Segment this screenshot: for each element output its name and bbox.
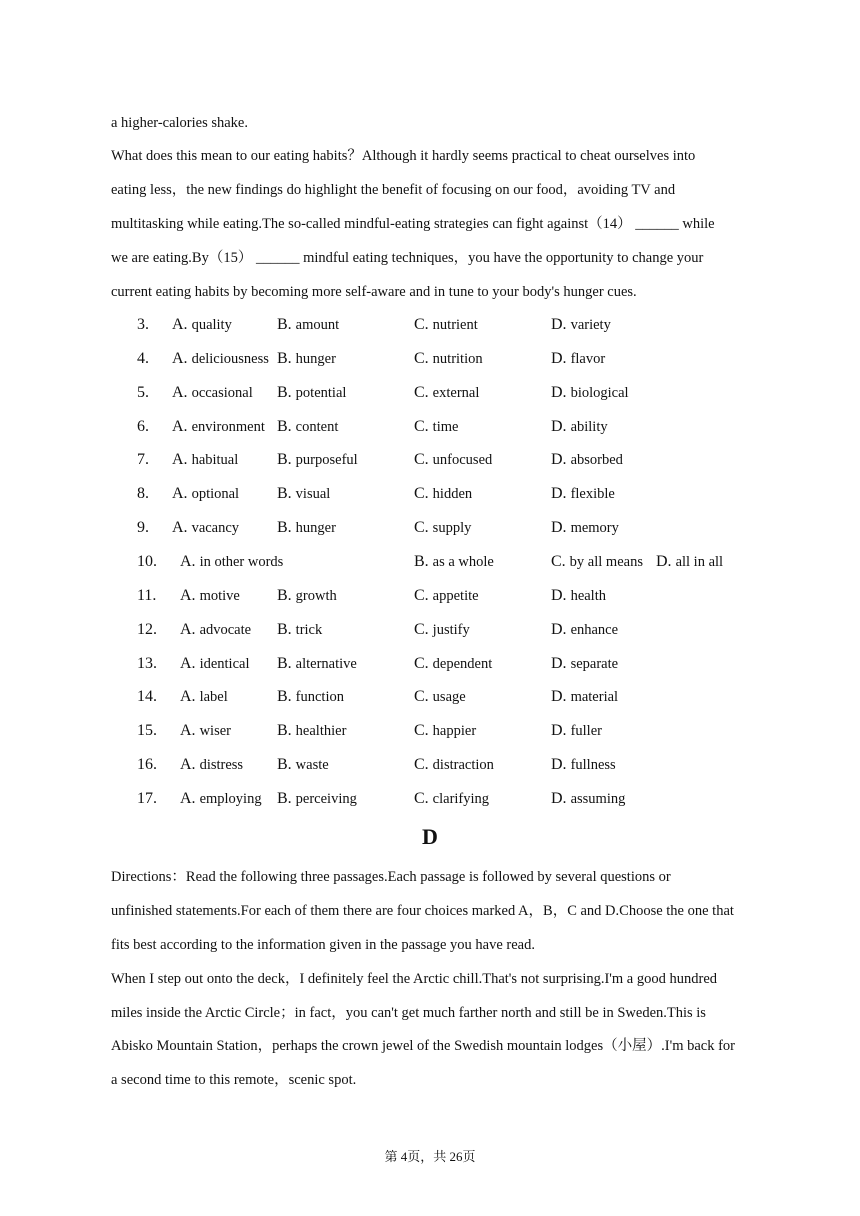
answer-option[interactable] bbox=[414, 723, 476, 739]
question-number: 5. bbox=[137, 384, 149, 401]
option-letter: C. bbox=[551, 553, 566, 570]
question-number: 11. bbox=[137, 587, 157, 604]
option-letter: C. bbox=[414, 621, 429, 638]
question-row bbox=[0, 385, 860, 405]
option-letter: D. bbox=[656, 553, 672, 570]
option-letter: B. bbox=[277, 587, 292, 604]
option-letter: D. bbox=[551, 316, 567, 333]
answer-option[interactable] bbox=[172, 520, 239, 536]
answer-option[interactable] bbox=[180, 723, 231, 739]
option-text: fullness bbox=[570, 757, 616, 773]
option-text: content bbox=[295, 419, 339, 435]
question-row bbox=[0, 622, 860, 642]
question-row bbox=[0, 723, 860, 743]
answer-option[interactable] bbox=[656, 554, 723, 570]
option-text: in other words bbox=[199, 554, 284, 570]
option-text: employing bbox=[199, 791, 262, 807]
answer-option[interactable] bbox=[551, 351, 605, 367]
question-row bbox=[0, 317, 860, 337]
option-text: healthier bbox=[295, 723, 347, 739]
passage-line: eating less，the new findings do highlight the benefit of focusing on our food，avoiding TV and bbox=[111, 182, 676, 198]
question-number: 6. bbox=[137, 418, 149, 435]
answer-option[interactable] bbox=[180, 791, 262, 807]
option-text: ability bbox=[570, 419, 608, 435]
option-text: hunger bbox=[295, 520, 336, 536]
question-number: 17. bbox=[137, 790, 157, 807]
option-text: environment bbox=[191, 419, 265, 435]
option-letter: D. bbox=[551, 688, 567, 705]
question-row bbox=[0, 656, 860, 676]
option-letter: A. bbox=[180, 621, 196, 638]
passage-line: When I step out onto the deck，I definitely feel the Arctic chill.That's not surprising.I'm a good hundred bbox=[111, 971, 718, 987]
passage-line: Abisko Mountain Station，perhaps the crown jewel of the Swedish mountain lodges（小屋）.I'm back for bbox=[111, 1038, 735, 1054]
answer-option[interactable] bbox=[172, 351, 269, 367]
question-number: 14. bbox=[137, 688, 157, 705]
option-text: external bbox=[432, 385, 480, 401]
option-letter: C. bbox=[414, 688, 429, 705]
answer-option[interactable] bbox=[172, 385, 253, 401]
answer-option[interactable] bbox=[551, 723, 602, 739]
option-letter: A. bbox=[172, 384, 188, 401]
answer-option[interactable] bbox=[414, 554, 494, 570]
option-text: identical bbox=[199, 656, 250, 672]
option-letter: D. bbox=[551, 485, 567, 502]
question-number: 8. bbox=[137, 485, 149, 502]
answer-option[interactable] bbox=[414, 791, 489, 807]
option-letter: A. bbox=[180, 553, 196, 570]
question-row bbox=[0, 351, 860, 371]
option-letter: D. bbox=[551, 722, 567, 739]
passage-line: What does this mean to our eating habits？Although it hardly seems practical to cheat ourselves into bbox=[111, 148, 696, 164]
option-letter: D. bbox=[551, 519, 567, 536]
option-text: habitual bbox=[191, 452, 239, 468]
option-letter: D. bbox=[551, 451, 567, 468]
option-text: motive bbox=[199, 588, 240, 604]
option-text: unfocused bbox=[432, 452, 493, 468]
answer-option[interactable] bbox=[551, 419, 608, 435]
option-text: biological bbox=[570, 385, 629, 401]
option-letter: B. bbox=[277, 655, 292, 672]
option-letter: D. bbox=[551, 587, 567, 604]
question-row bbox=[0, 554, 860, 574]
option-text: function bbox=[295, 689, 344, 705]
answer-option[interactable] bbox=[172, 452, 238, 468]
answer-option[interactable] bbox=[551, 656, 618, 672]
question-number: 12. bbox=[137, 621, 157, 638]
option-text: absorbed bbox=[570, 452, 623, 468]
option-text: trick bbox=[295, 622, 323, 638]
option-text: health bbox=[570, 588, 606, 604]
question-row bbox=[0, 588, 860, 608]
answer-option[interactable] bbox=[414, 317, 478, 333]
option-text: all in all bbox=[675, 554, 724, 570]
option-text: enhance bbox=[570, 622, 619, 638]
option-letter: B. bbox=[277, 316, 292, 333]
option-text: fuller bbox=[570, 723, 602, 739]
option-text: supply bbox=[432, 520, 472, 536]
passage-line: miles inside the Arctic Circle；in fact，you can't get much farther north and still be in Sweden.This is bbox=[111, 1005, 706, 1021]
option-letter: C. bbox=[414, 722, 429, 739]
passage-line: fits best according to the information given in the passage you have read. bbox=[111, 937, 535, 953]
option-text: distress bbox=[199, 757, 244, 773]
answer-option[interactable] bbox=[277, 520, 336, 536]
option-letter: C. bbox=[414, 519, 429, 536]
passage-line: unfinished statements.For each of them there are four choices marked A，B，C and D.Choose the one that bbox=[111, 903, 734, 919]
option-text: quality bbox=[191, 317, 232, 333]
option-letter: D. bbox=[551, 384, 567, 401]
question-row bbox=[0, 486, 860, 506]
option-letter: D. bbox=[551, 790, 567, 807]
option-letter: A. bbox=[172, 485, 188, 502]
option-letter: C. bbox=[414, 316, 429, 333]
answer-option[interactable] bbox=[414, 757, 494, 773]
answer-option[interactable] bbox=[551, 385, 629, 401]
answer-option[interactable] bbox=[172, 419, 265, 435]
question-number: 10. bbox=[137, 553, 157, 570]
answer-option[interactable] bbox=[414, 385, 479, 401]
option-letter: C. bbox=[414, 350, 429, 367]
option-text: clarifying bbox=[432, 791, 490, 807]
option-letter: B. bbox=[277, 451, 292, 468]
answer-option[interactable] bbox=[277, 588, 337, 604]
option-text: nutrient bbox=[432, 317, 478, 333]
option-text: as a whole bbox=[432, 554, 494, 570]
answer-option[interactable] bbox=[277, 622, 322, 638]
option-text: alternative bbox=[295, 656, 357, 672]
question-row bbox=[0, 452, 860, 472]
answer-option[interactable] bbox=[277, 486, 330, 502]
option-text: memory bbox=[570, 520, 619, 536]
option-letter: D. bbox=[551, 756, 567, 773]
answer-option[interactable] bbox=[414, 689, 466, 705]
option-text: potential bbox=[295, 385, 347, 401]
option-letter: C. bbox=[414, 418, 429, 435]
option-letter: B. bbox=[277, 621, 292, 638]
option-text: hidden bbox=[432, 486, 473, 502]
answer-option[interactable] bbox=[277, 689, 344, 705]
option-letter: D. bbox=[551, 418, 567, 435]
answer-option[interactable] bbox=[277, 723, 346, 739]
passage-line: a higher-calories shake. bbox=[111, 115, 248, 131]
question-number: 3. bbox=[137, 316, 149, 333]
answer-option[interactable] bbox=[277, 791, 357, 807]
answer-option[interactable] bbox=[551, 317, 611, 333]
answer-option[interactable] bbox=[551, 452, 623, 468]
option-text: time bbox=[432, 419, 459, 435]
option-text: occasional bbox=[191, 385, 253, 401]
question-number: 16. bbox=[137, 756, 157, 773]
answer-option[interactable] bbox=[277, 317, 339, 333]
answer-option[interactable] bbox=[172, 317, 232, 333]
answer-option[interactable] bbox=[277, 419, 338, 435]
answer-option[interactable] bbox=[180, 622, 251, 638]
page-footer: 第 4页，共 26页 bbox=[384, 1149, 476, 1164]
passage-line: we are eating.By（15） ______ mindful eating techniques，you have the opportunity to change your bbox=[111, 250, 704, 266]
option-letter: B. bbox=[277, 756, 292, 773]
option-letter: A. bbox=[180, 756, 196, 773]
option-letter: B. bbox=[277, 418, 292, 435]
question-row bbox=[0, 520, 860, 540]
option-text: perceiving bbox=[295, 791, 357, 807]
option-letter: B. bbox=[277, 722, 292, 739]
answer-option[interactable] bbox=[277, 351, 336, 367]
question-row bbox=[0, 419, 860, 439]
question-number: 13. bbox=[137, 655, 157, 672]
answer-option[interactable] bbox=[551, 588, 606, 604]
option-text: vacancy bbox=[191, 520, 240, 536]
option-letter: A. bbox=[172, 418, 188, 435]
option-letter: A. bbox=[180, 655, 196, 672]
option-letter: C. bbox=[414, 587, 429, 604]
answer-option[interactable] bbox=[277, 452, 358, 468]
passage-line: Directions：Read the following three passages.Each passage is followed by several questions or bbox=[111, 869, 671, 885]
answer-option[interactable] bbox=[414, 486, 472, 502]
answer-option[interactable] bbox=[414, 520, 471, 536]
option-text: assuming bbox=[570, 791, 626, 807]
answer-option[interactable] bbox=[277, 757, 329, 773]
option-letter: B. bbox=[414, 553, 429, 570]
option-letter: A. bbox=[180, 722, 196, 739]
option-letter: B. bbox=[277, 519, 292, 536]
option-letter: A. bbox=[172, 519, 188, 536]
option-text: material bbox=[570, 689, 619, 705]
question-number: 7. bbox=[137, 451, 149, 468]
option-text: happier bbox=[432, 723, 477, 739]
option-text: advocate bbox=[199, 622, 252, 638]
answer-option[interactable] bbox=[551, 622, 618, 638]
option-text: dependent bbox=[432, 656, 493, 672]
answer-option[interactable] bbox=[414, 622, 470, 638]
option-text: visual bbox=[295, 486, 331, 502]
option-letter: D. bbox=[551, 621, 567, 638]
option-text: growth bbox=[295, 588, 337, 604]
option-letter: C. bbox=[414, 485, 429, 502]
answer-option[interactable] bbox=[414, 351, 483, 367]
option-text: optional bbox=[191, 486, 240, 502]
answer-option[interactable] bbox=[551, 486, 615, 502]
option-letter: D. bbox=[551, 350, 567, 367]
answer-option[interactable] bbox=[551, 520, 619, 536]
answer-option[interactable] bbox=[414, 656, 492, 672]
option-text: appetite bbox=[432, 588, 479, 604]
option-text: justify bbox=[432, 622, 470, 638]
option-text: variety bbox=[570, 317, 611, 333]
answer-option[interactable] bbox=[180, 656, 249, 672]
option-letter: A. bbox=[180, 790, 196, 807]
option-letter: A. bbox=[172, 350, 188, 367]
option-text: label bbox=[199, 689, 228, 705]
option-letter: C. bbox=[414, 756, 429, 773]
option-text: amount bbox=[295, 317, 340, 333]
option-letter: D. bbox=[551, 655, 567, 672]
option-letter: C. bbox=[414, 790, 429, 807]
option-letter: B. bbox=[277, 485, 292, 502]
option-letter: A. bbox=[172, 451, 188, 468]
option-text: separate bbox=[570, 656, 619, 672]
answer-option[interactable] bbox=[172, 486, 239, 502]
answer-option[interactable] bbox=[277, 656, 357, 672]
answer-option[interactable] bbox=[180, 554, 283, 570]
option-letter: A. bbox=[180, 587, 196, 604]
passage-line: current eating habits by becoming more self-aware and in tune to your body's hunger cues. bbox=[111, 284, 637, 300]
option-letter: A. bbox=[172, 316, 188, 333]
question-row bbox=[0, 689, 860, 709]
answer-option[interactable] bbox=[180, 588, 240, 604]
question-number: 4. bbox=[137, 350, 149, 367]
option-letter: B. bbox=[277, 350, 292, 367]
answer-option[interactable] bbox=[180, 689, 228, 705]
answer-option[interactable] bbox=[414, 588, 479, 604]
option-letter: B. bbox=[277, 384, 292, 401]
section-title: D bbox=[422, 824, 438, 849]
question-number: 15. bbox=[137, 722, 157, 739]
option-text: purposeful bbox=[295, 452, 358, 468]
option-letter: B. bbox=[277, 790, 292, 807]
option-text: flavor bbox=[570, 351, 606, 367]
question-row bbox=[0, 757, 860, 777]
option-text: nutrition bbox=[432, 351, 483, 367]
option-text: flexible bbox=[570, 486, 615, 502]
option-text: by all means bbox=[569, 554, 643, 570]
option-text: deliciousness bbox=[191, 351, 269, 367]
passage-line: a second time to this remote，scenic spot. bbox=[111, 1072, 357, 1088]
option-text: waste bbox=[295, 757, 329, 773]
answer-option[interactable] bbox=[414, 452, 492, 468]
option-text: hunger bbox=[295, 351, 336, 367]
option-letter: C. bbox=[414, 655, 429, 672]
option-letter: A. bbox=[180, 688, 196, 705]
question-row bbox=[0, 791, 860, 811]
option-letter: C. bbox=[414, 451, 429, 468]
option-letter: B. bbox=[277, 688, 292, 705]
question-number: 9. bbox=[137, 519, 149, 536]
answer-option[interactable] bbox=[414, 419, 458, 435]
passage-line: multitasking while eating.The so-called mindful-eating strategies can fight against（14） ______ while bbox=[111, 216, 715, 232]
answer-option[interactable] bbox=[551, 554, 643, 570]
option-text: distraction bbox=[432, 757, 494, 773]
answer-option[interactable] bbox=[551, 791, 625, 807]
answer-option[interactable] bbox=[551, 689, 618, 705]
option-text: wiser bbox=[199, 723, 231, 739]
answer-option[interactable] bbox=[277, 385, 346, 401]
answer-option[interactable] bbox=[551, 757, 616, 773]
option-letter: C. bbox=[414, 384, 429, 401]
answer-option[interactable] bbox=[180, 757, 243, 773]
option-text: usage bbox=[432, 689, 466, 705]
